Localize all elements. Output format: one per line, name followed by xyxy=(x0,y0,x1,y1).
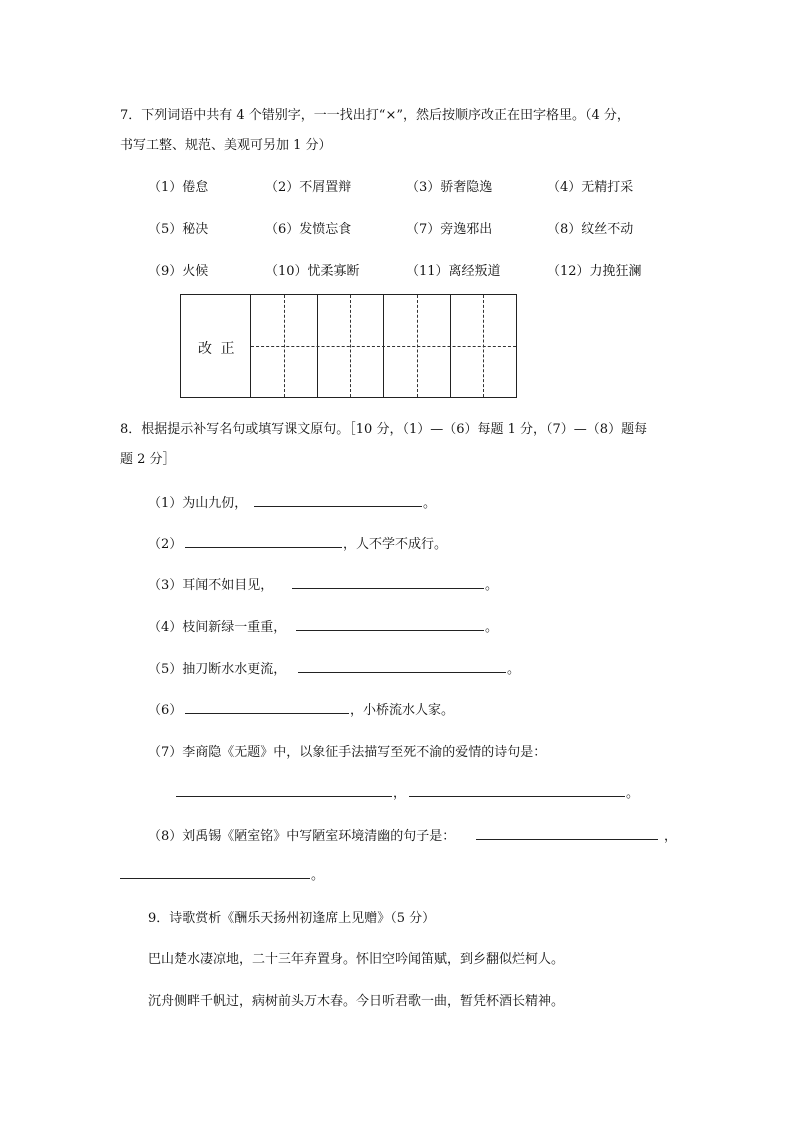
q9-title: 9．诗歌赏析《酬乐天扬州初逢席上见赠》（5 分） xyxy=(148,911,436,926)
q7-item-3: （3）骄奢隐逸 xyxy=(406,180,493,195)
q8-s7-blank-1[interactable] xyxy=(176,796,392,797)
q9-poem-line-2: 沉舟侧畔千帆过，病树前头万木春。今日听君歌一曲，暂凭杯酒长精神。 xyxy=(148,994,565,1009)
q8-s8-comma: ， xyxy=(664,829,678,844)
q7-item-8: （8）纹丝不动 xyxy=(547,222,634,237)
q7-item-9: （9）火候 xyxy=(148,264,209,279)
q7-item-10: （10）忧柔寡断 xyxy=(265,264,360,279)
q7-item-4: （4）无精打采 xyxy=(547,180,634,195)
q7-item-6: （6）发愤忘食 xyxy=(265,222,352,237)
q8-s5-blank[interactable] xyxy=(298,672,506,673)
q8-s8-blank-1[interactable] xyxy=(476,839,658,840)
q8-s3-prompt: （3）耳闻不如目见， xyxy=(148,578,274,593)
q7-item-1: （1）倦怠 xyxy=(148,180,209,195)
q7-item-12: （12）力挽狂澜 xyxy=(547,264,642,279)
q8-s7-end: 。 xyxy=(626,786,640,801)
q8-s8-end: 。 xyxy=(311,868,325,883)
q8-line1: 8．根据提示补写名句或填写课文原句。［10 分，（1）—（6）每题 1 分，（7）—（8）题每 xyxy=(120,422,648,437)
q7-item-11: （11）离经叛道 xyxy=(406,264,501,279)
q8-s4-prompt: （4）枝间新绿一重重， xyxy=(148,620,287,635)
q8-s2-prompt: （2） xyxy=(148,537,183,552)
q8-s8-prompt: （8）刘禹锡《陋室铭》中写陋室环境清幽的句子是： xyxy=(148,829,456,844)
q7-line2: 书写工整、规范、美观可另加 1 分） xyxy=(120,138,332,153)
q8-s1-blank[interactable] xyxy=(254,506,422,507)
q8-s1-end: 。 xyxy=(423,496,437,511)
q8-s8-blank-2[interactable] xyxy=(120,878,310,879)
q8-s7-blank-2[interactable] xyxy=(409,796,625,797)
q7-item-5: （5）秘决 xyxy=(148,222,209,237)
q8-s6-end: ，小桥流水人家。 xyxy=(350,703,455,718)
q8-s3-blank[interactable] xyxy=(292,588,484,589)
q8-s2-blank[interactable] xyxy=(185,547,342,548)
q8-s4-blank[interactable] xyxy=(296,630,484,631)
q8-s7-comma: ， xyxy=(393,786,407,801)
q8-s6-prompt: （6） xyxy=(148,703,183,718)
q7-item-2: （2）不屑置辩 xyxy=(265,180,352,195)
q8-s3-end: 。 xyxy=(485,578,499,593)
q9-poem-line-1: 巴山楚水凄凉地，二十三年弃置身。怀旧空吟闻笛赋，到乡翻似烂柯人。 xyxy=(148,952,565,967)
q8-s7-prompt: （7）李商隐《无题》中，以象征手法描写至死不渝的爱情的诗句是： xyxy=(148,745,547,760)
q8-s6-blank[interactable] xyxy=(185,713,349,714)
q8-s4-end: 。 xyxy=(485,620,499,635)
q8-s5-prompt: （5）抽刀断水水更流， xyxy=(148,662,287,677)
q8-s2-end: ，人不学不成行。 xyxy=(343,537,448,552)
q8-s1-prompt: （1）为山九仞， xyxy=(148,496,248,511)
q8-line2: 题 2 分］ xyxy=(120,452,176,467)
grid-label: 改 正 xyxy=(198,341,237,357)
q7-line1: 7．下列词语中共有 4 个错别字，一一找出打“×”，然后按顺序改正在田字格里。（4 分， xyxy=(120,108,630,123)
q7-item-7: （7）旁逸邪出 xyxy=(406,222,493,237)
q8-s5-end: 。 xyxy=(507,662,521,677)
grid-guide xyxy=(251,346,516,347)
